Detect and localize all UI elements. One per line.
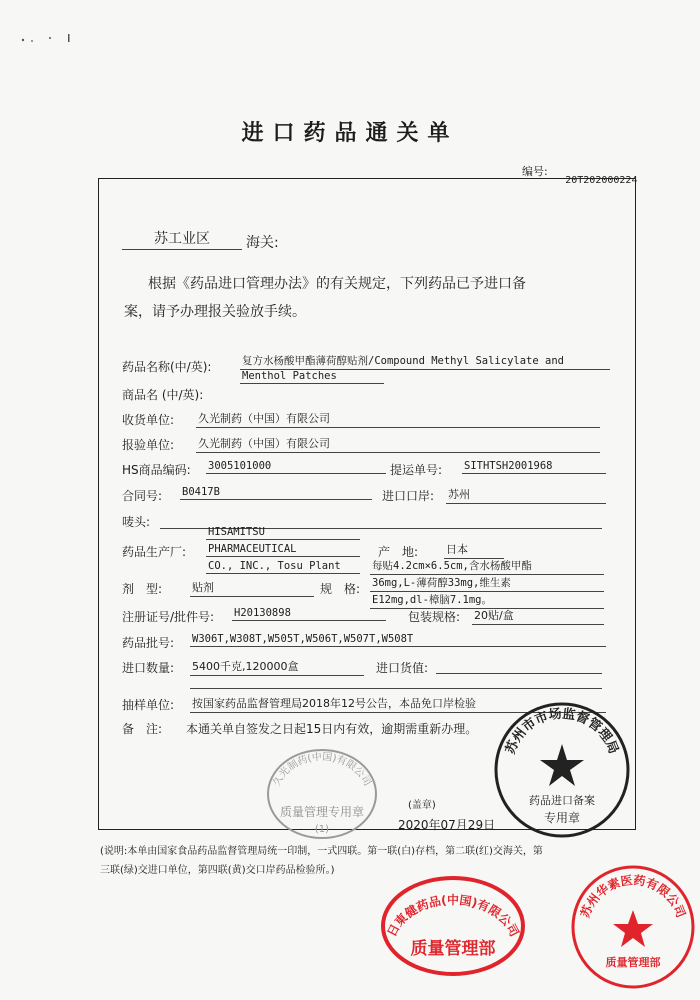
qc-faint-arc: 久光制药(中国)有限公司 bbox=[271, 751, 373, 789]
hs-code-label: HS商品编码: bbox=[122, 463, 191, 477]
document-number-label: 编号: bbox=[522, 165, 548, 178]
intro-line-2: 案，请予办理报关验放手续。 bbox=[124, 304, 306, 320]
document-title: 进口药品通关单 bbox=[241, 121, 459, 146]
origin-value: 日本 bbox=[444, 541, 504, 559]
issue-date: 2020年07月29日 bbox=[398, 818, 496, 832]
manufacturer-line2: PHARMACEUTICAL bbox=[206, 543, 360, 557]
origin-label: 产 地: bbox=[378, 545, 419, 559]
manufacturer-line3: CO., INC., Tosu Plant bbox=[206, 560, 360, 574]
port-value: 苏州 bbox=[446, 486, 606, 504]
red-round-center: 质量管理部 bbox=[605, 956, 661, 969]
svg-text:久光制药(中国)有限公司 bbox=[270, 750, 374, 788]
trade-name-label: 商品名 (中/英): bbox=[122, 388, 204, 402]
sampling-label: 抽样单位: bbox=[122, 698, 175, 712]
batch-no-value: W306T,W308T,W505T,W506T,W507T,W508T bbox=[190, 633, 606, 647]
drug-name-line1: 复方水杨酸甲酯薄荷醇贴剂/Compound Methyl Salicylate and bbox=[240, 353, 610, 370]
document-number-value: 20T202000224 bbox=[565, 175, 638, 186]
bill-no-value: SITHTSH2001968 bbox=[462, 460, 606, 474]
scan-specks bbox=[20, 30, 80, 50]
dosage-form-label: 剂 型: bbox=[122, 582, 163, 596]
qc-faint-center: 质量管理专用章 bbox=[279, 805, 365, 819]
manufacturer-line1: HISAMITSU bbox=[206, 526, 360, 540]
authority-arc: 苏州市市场监督管理局 bbox=[503, 706, 621, 757]
consignee-value: 久光制药（中国）有限公司 bbox=[196, 410, 600, 428]
red-round-arc: 苏州华素医药有限公司 bbox=[578, 873, 688, 920]
footnote-line1: (说明:本单由国家食品药品监督管理局统一印制，一式四联。第一联(白)存档，第二联(红)交海关，第 bbox=[100, 846, 543, 857]
import-qty-label: 进口数量: bbox=[122, 661, 175, 675]
port-label: 进口口岸: bbox=[382, 489, 435, 503]
intro-line-1: 根据《药品进口管理办法》的有关规定，下列药品已予进口备 bbox=[148, 276, 526, 292]
qc-faint-num: (1) bbox=[314, 824, 330, 835]
seal-label: (盖章) bbox=[408, 800, 436, 811]
shipping-mark-label: 唛头: bbox=[122, 515, 151, 529]
footnote-line2: 三联(绿)交进口单位，第四联(黄)交口岸药品检验所。) bbox=[100, 865, 335, 876]
star-icon bbox=[540, 744, 584, 786]
svg-text:日東健药品(中国)有限公司 bbox=[384, 892, 521, 939]
blank-line bbox=[190, 688, 602, 689]
contract-value: B0417B bbox=[180, 486, 372, 500]
import-value-label: 进口货值: bbox=[376, 661, 429, 675]
qc-faint-stamp bbox=[262, 744, 382, 840]
import-value-line bbox=[436, 673, 602, 674]
red-oval-stamp bbox=[378, 874, 528, 978]
red-round-stamp bbox=[568, 862, 698, 992]
sampling-value: 按国家药品监督管理局2018年12号公告，本品免口岸检验 bbox=[190, 695, 606, 713]
hs-code-value: 3005101000 bbox=[206, 460, 386, 474]
bill-no-label: 提运单号: bbox=[390, 463, 443, 477]
drug-name-line2: Menthol Patches bbox=[240, 370, 384, 384]
specification-label: 规 格: bbox=[320, 582, 361, 596]
spec-line1: 每贴4.2cm×6.5cm,含水杨酸甲酯 bbox=[370, 558, 604, 575]
red-oval-arc: 日東健药品(中国)有限公司 bbox=[384, 892, 522, 939]
red-star-icon bbox=[613, 910, 653, 947]
customs-suffix: 海关: bbox=[246, 235, 279, 251]
package-spec-label: 包装规格: bbox=[408, 610, 461, 624]
spec-line2: 36mg,L-薄荷醇33mg,维生素 bbox=[370, 575, 604, 592]
dosage-form-value: 贴剂 bbox=[190, 579, 314, 597]
contract-label: 合同号: bbox=[122, 489, 163, 503]
authority-center: 药品进口备案 bbox=[529, 794, 595, 807]
batch-no-label: 药品批号: bbox=[122, 636, 175, 650]
document-number bbox=[522, 163, 638, 186]
drug-name-label: 药品名称(中/英): bbox=[122, 360, 212, 374]
package-spec-value: 20贴/盒 bbox=[472, 607, 604, 625]
declarer-value: 久光制药（中国）有限公司 bbox=[196, 435, 600, 453]
remark-value: 本通关单自签发之日起15日内有效，逾期需重新办理。 bbox=[186, 722, 478, 736]
authority-stamp bbox=[492, 700, 632, 840]
import-qty-value: 5400千克,120000盒 bbox=[190, 658, 364, 676]
manufacturer-label: 药品生产厂: bbox=[122, 545, 187, 559]
registration-label: 注册证号/批件号: bbox=[122, 610, 215, 624]
customs-office-value: 苏工业区 bbox=[122, 228, 242, 250]
declarer-label: 报验单位: bbox=[122, 438, 175, 452]
authority-bottom: 专用章 bbox=[543, 811, 581, 825]
spec-line3: E12mg,dl-樟脑7.1mg。 bbox=[370, 592, 604, 609]
consignee-label: 收货单位: bbox=[122, 413, 175, 427]
registration-value: H20130898 bbox=[232, 607, 386, 621]
red-oval-center: 质量管理部 bbox=[410, 939, 496, 959]
remark-label: 备 注: bbox=[122, 722, 163, 736]
